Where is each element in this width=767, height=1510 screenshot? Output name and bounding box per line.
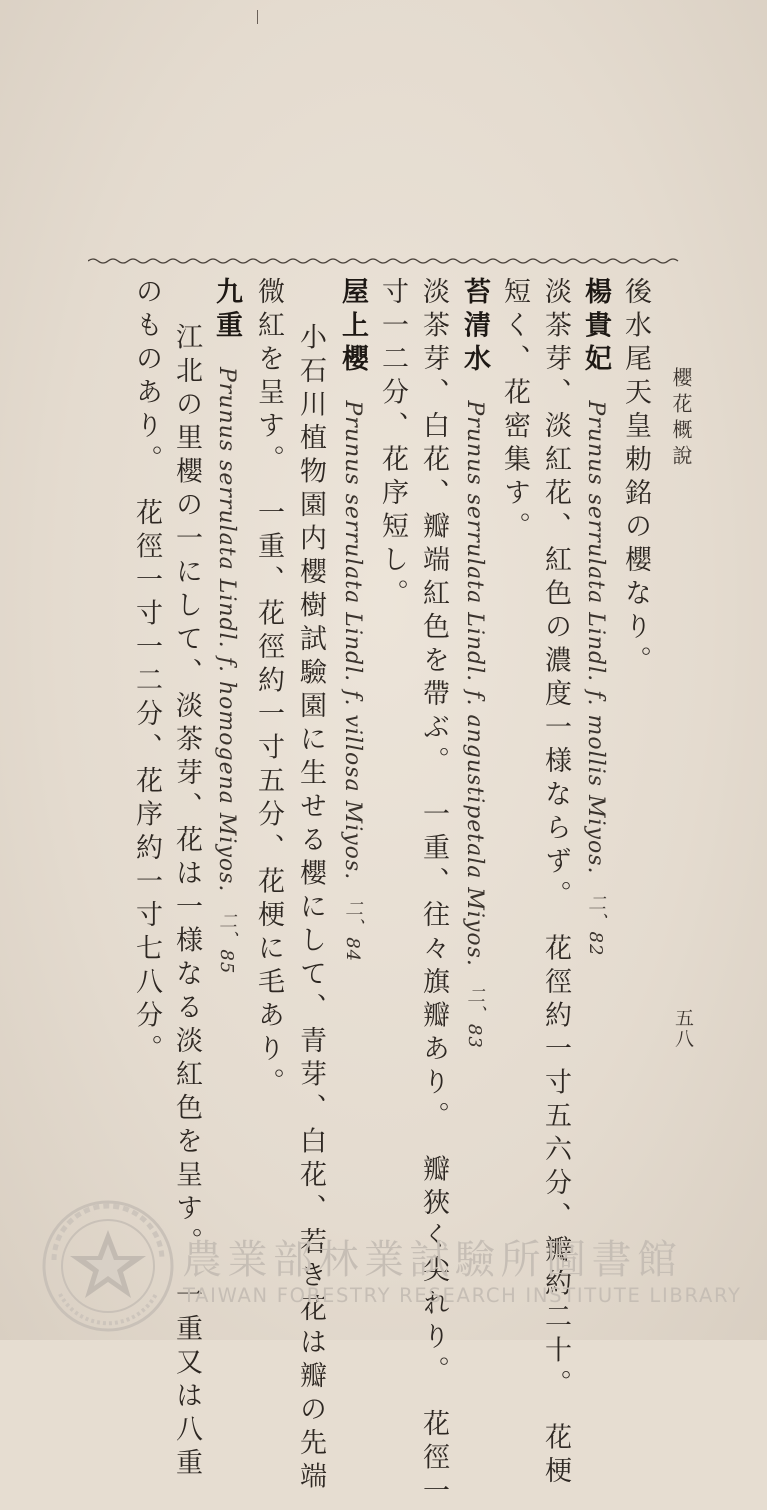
figure-reference: 二、85: [216, 892, 237, 975]
library-name-chinese: 農業部林業試驗所圖書館: [182, 1237, 683, 1283]
latin-name: Prunus serrulata Lindl. f. angustipetala Miyos.: [462, 377, 487, 967]
text-run: のものあり。 花徑一寸一二分、花序約一寸七八分。: [131, 277, 162, 1068]
figure-reference: 二、84: [342, 880, 363, 963]
latin-name: Prunus serrulata Lindl. f. homogena Miyos.: [214, 344, 239, 893]
latin-name: Prunus serrulata Lindl. f. mollis Miyos.: [583, 377, 608, 875]
text-run: 微紅を呈す。 一重、花徑約一寸五分、花梗に毛あり。: [253, 277, 284, 1101]
library-name-english: TAIWAN FORESTRY RESEARCH INSTITUTE LIBRARY: [183, 1284, 742, 1307]
page-number: 五八: [672, 1008, 694, 1050]
wavy-rule: [88, 256, 680, 266]
text-column: [297, 289, 324, 1495]
text-column: [379, 277, 406, 612]
text-column: [542, 277, 569, 1490]
figure-reference: 二、83: [464, 966, 485, 1049]
text-run: 小石川植物園内櫻樹試驗園に生せる櫻にして、青芽、白花、若き花は瓣の先端: [295, 289, 326, 1495]
text-run: 短く、花密集す。: [499, 277, 530, 545]
text-run: 江北の里櫻の一にして、淡茶芽、花は一様なる淡紅色を呈す。 一重又は八重: [171, 289, 202, 1482]
text-column: [420, 277, 447, 1510]
running-head: 櫻花概說: [669, 367, 693, 471]
text-column: [622, 277, 649, 679]
latin-name: Prunus serrulata Lindl. f. villosa Miyos.: [340, 377, 365, 881]
text-run: 寸一二分、花序短し。: [377, 277, 408, 612]
text-column: [582, 277, 609, 956]
entry-heading: 屋上櫻: [337, 277, 368, 378]
text-column: [255, 277, 282, 1101]
text-column: [501, 277, 528, 545]
entry-heading: 九重: [211, 277, 242, 344]
text-column: [133, 277, 160, 1068]
text-column: [213, 277, 240, 974]
entry-heading: 苔清水: [459, 277, 490, 378]
entry-heading: 楊貴妃: [580, 277, 611, 378]
text-run: 淡茶芽、白花、瓣端紅色を帶ぶ。 一重、往々旗瓣あり。 瓣狹く尖れり。 花徑一: [418, 277, 449, 1510]
text-column: [461, 277, 488, 1049]
text-run: 淡茶芽、淡紅花、紅色の濃度一様ならず。 花徑約一寸五六分、瓣約二十。 花梗: [540, 277, 571, 1490]
margin-mark: [257, 10, 258, 24]
library-seal-logo: [30, 1190, 186, 1340]
text-column: [339, 277, 366, 962]
text-run: 後水尾天皇勅銘の櫻なり。: [620, 277, 651, 679]
figure-reference: 二、82: [585, 874, 606, 957]
